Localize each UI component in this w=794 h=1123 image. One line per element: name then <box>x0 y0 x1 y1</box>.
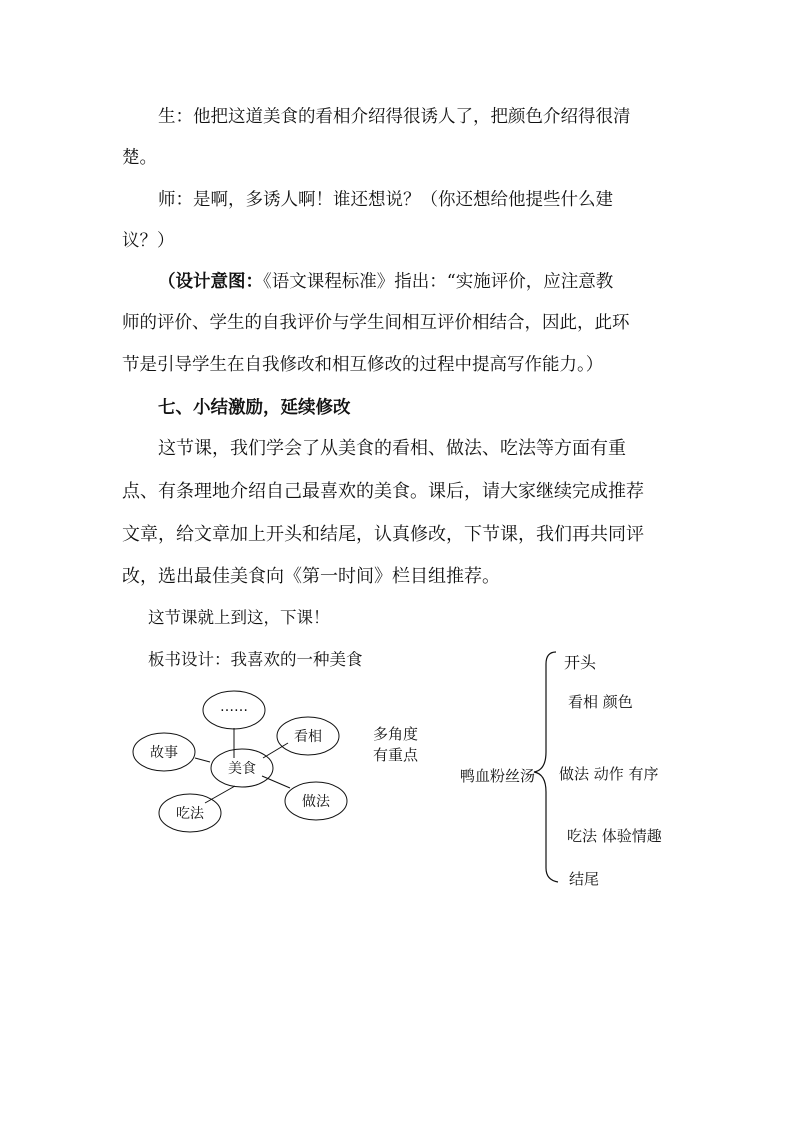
dish-name: 鸭血粉丝汤 <box>460 767 536 785</box>
node-dots: …… <box>220 699 248 715</box>
side-note: 多角度 <box>373 725 419 743</box>
brace-item-kanxiang: 看相 颜色 <box>568 693 633 711</box>
brace-item-jiewei: 结尾 <box>569 870 600 888</box>
text-line: 这节课就上到这，下课！ <box>148 608 330 627</box>
text-line: 点、有条理地介绍自己最喜欢的美食。课后，请大家继续完成推荐 <box>122 481 644 502</box>
text-line: 节是引导学生在自我修改和相互修改的过程中提高写作能力。） <box>122 355 604 375</box>
node-kanxiang: 看相 <box>294 729 322 745</box>
text-line: 改，选出最佳美食向《第一时间》栏目组推荐。 <box>122 566 500 587</box>
text-line: 文章，给文章加上开头和结尾，认真修改，下节课，我们再共同评 <box>122 524 644 545</box>
text-line: 议？） <box>122 231 175 251</box>
design-intent-text: 《语文课程标准》指出：“实施评价，应注意教 <box>263 272 614 292</box>
design-intent-label: （设计意图： <box>158 272 263 292</box>
brace-item-zuofa: 做法 动作 有序 <box>559 765 659 783</box>
side-note: 有重点 <box>373 746 419 764</box>
text-line: 楚。 <box>122 148 157 168</box>
node-zuofa: 做法 <box>302 794 330 810</box>
connector-line <box>205 786 235 803</box>
board-title: 板书设计：我喜欢的一种美食 <box>148 650 363 669</box>
brace-item-kaitou: 开头 <box>564 653 597 672</box>
connector-line <box>263 743 288 758</box>
text-line: 这节课，我们学会了从美食的看相、做法、吃法等方面有重 <box>158 438 626 459</box>
node-chifa: 吃法 <box>176 806 204 822</box>
node-gushi: 故事 <box>150 745 178 761</box>
text-line: 生：他把这道美食的看相介绍得很诱人了，把颜色介绍得很清 <box>158 107 631 127</box>
text-line <box>158 271 613 293</box>
connector-line <box>195 758 210 762</box>
text-line: 师：是啊，多诱人啊！谁还想说？（你还想给他提些什么建 <box>158 190 613 210</box>
node-center-meishi: 美食 <box>228 761 256 777</box>
connector-line <box>262 776 290 788</box>
brace-item-chifa: 吃法 体验情趣 <box>567 827 662 845</box>
section-heading: 七、小结激励，延续修改 <box>158 398 351 418</box>
text-line: 师的评价、学生的自我评价与学生间相互评价相结合，因此，此环 <box>122 313 630 333</box>
